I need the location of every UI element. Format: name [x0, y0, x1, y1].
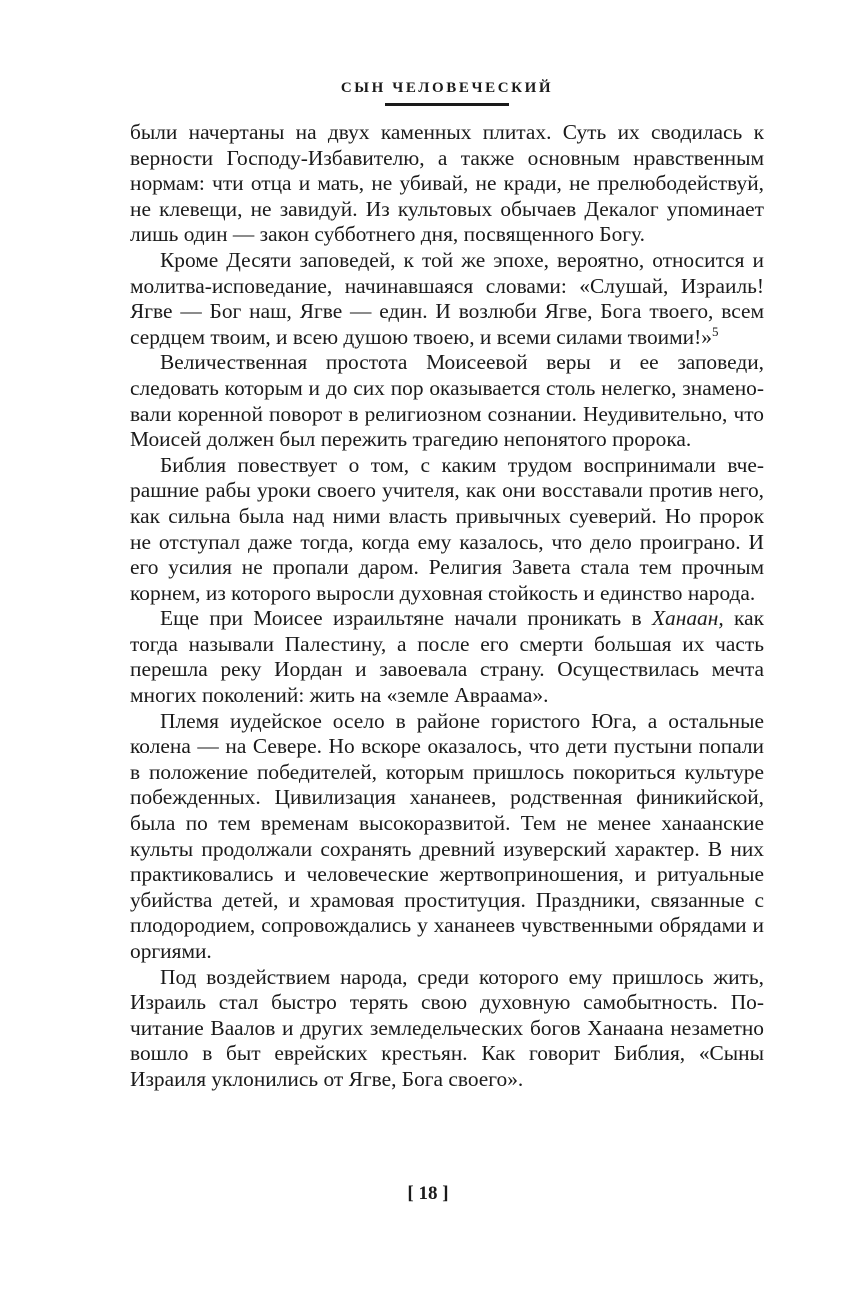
running-head-rule	[385, 103, 509, 106]
paragraph-4	[130, 453, 764, 607]
paragraph-5-text-after: как тогда называли Палестину, а после его смерти большая их часть перешла реку Иордан и завоевала страну. Осуществилась мечта многих поколений: жить на «земле Авраама».	[130, 606, 764, 708]
paragraph-4-text: Библия повествует о том, с каким трудом воспринимали вчерашние рабы уроки своего учителя, как они восставали против него, как сильна была над ними власть привычных суеверий. Но пророк не отступал даже тогда, когда ему казалось, что дело проиграно. И его усилия не пропали даром. Религия Завета стала тем прочным корнем, из которого выросли духовная стойкость и единство народа.	[130, 452, 764, 605]
body-text	[130, 120, 764, 1093]
running-head: СЫН ЧЕЛОВЕЧЕСКИЙ	[340, 80, 554, 96]
paragraph-2-text: Кроме Десяти заповедей, к той же эпохе, вероятно, относится и молитва-исповедание, начинавшаяся словами: «Слушай, Израиль! Ягве — Бог наш, Ягве — един. И возлюби Ягве, Бога твоего, всем сердцем твоим, и всею душою твоею, и всеми силами твоими!»	[130, 247, 764, 349]
paragraph-3-text: Величественная простота Моисеевой веры и ее заповеди, следовать которым и до сих пор оказывается столь нелегко, знаменовали коренной поворот в религиозном сознании. Неудивительно, что Моисей должен был пережить трагедию непонятого пророка.	[130, 350, 764, 452]
paragraph-5	[130, 606, 764, 708]
paragraph-1-text: были начертаны на двух каменных плитах. Суть их сводилась к верности Господу-Избавителю, а также основным нравственным нормам: чти отца и мать, не убивай, не кради, не прелюбодействуй, не клевещи, не завидуй. Из культовых обычаев Декалог упоминает лишь один — закон субботнего дня, посвященного Богу.	[130, 120, 764, 247]
paragraph-5-text-before: Еще при Моисее израильтяне начали проникать в	[160, 606, 652, 631]
footnote-marker[interactable]: 5	[711, 323, 719, 339]
paragraph-6	[130, 709, 764, 965]
paragraph-2	[130, 248, 764, 350]
paragraph-7-text: Под воздействием народа, среди которого ему пришлось жить, Израиль стал быстро терять свою духовную самобытность. Почитание Ваалов и других земледельческих богов Ханаана незаметно вошло в быт еврейских крестьян. Как говорит Библия, «Сыны Израиля уклонились от Ягве, Бога своего».	[130, 964, 764, 1091]
paragraph-3	[130, 350, 764, 452]
paragraph-1	[130, 120, 764, 248]
page	[130, 80, 764, 1093]
paragraph-7	[130, 965, 764, 1093]
page-number: [ 18 ]	[407, 1183, 449, 1204]
italic-place-name: Ханаан,	[651, 606, 724, 631]
paragraph-6-text: Племя иудейское осело в районе гористого Юга, а остальные колена — на Севере. Но вскоре оказалось, что дети пустыни попали в положение победителей, которым пришлось покориться культуре побежденных. Цивилизация хананеев, родственная финикийской, была по тем временам высокоразвитой. Тем не менее ханаанские культы продолжали сохранять древний изуверский характер. В них практиковались и человеческие жертвоприношения, и ритуальные убийства детей, и храмовая проституция. Праздники, связанные с плодородием, сопровождались у хананеев чувственными обрядами и оргиями.	[130, 708, 764, 963]
